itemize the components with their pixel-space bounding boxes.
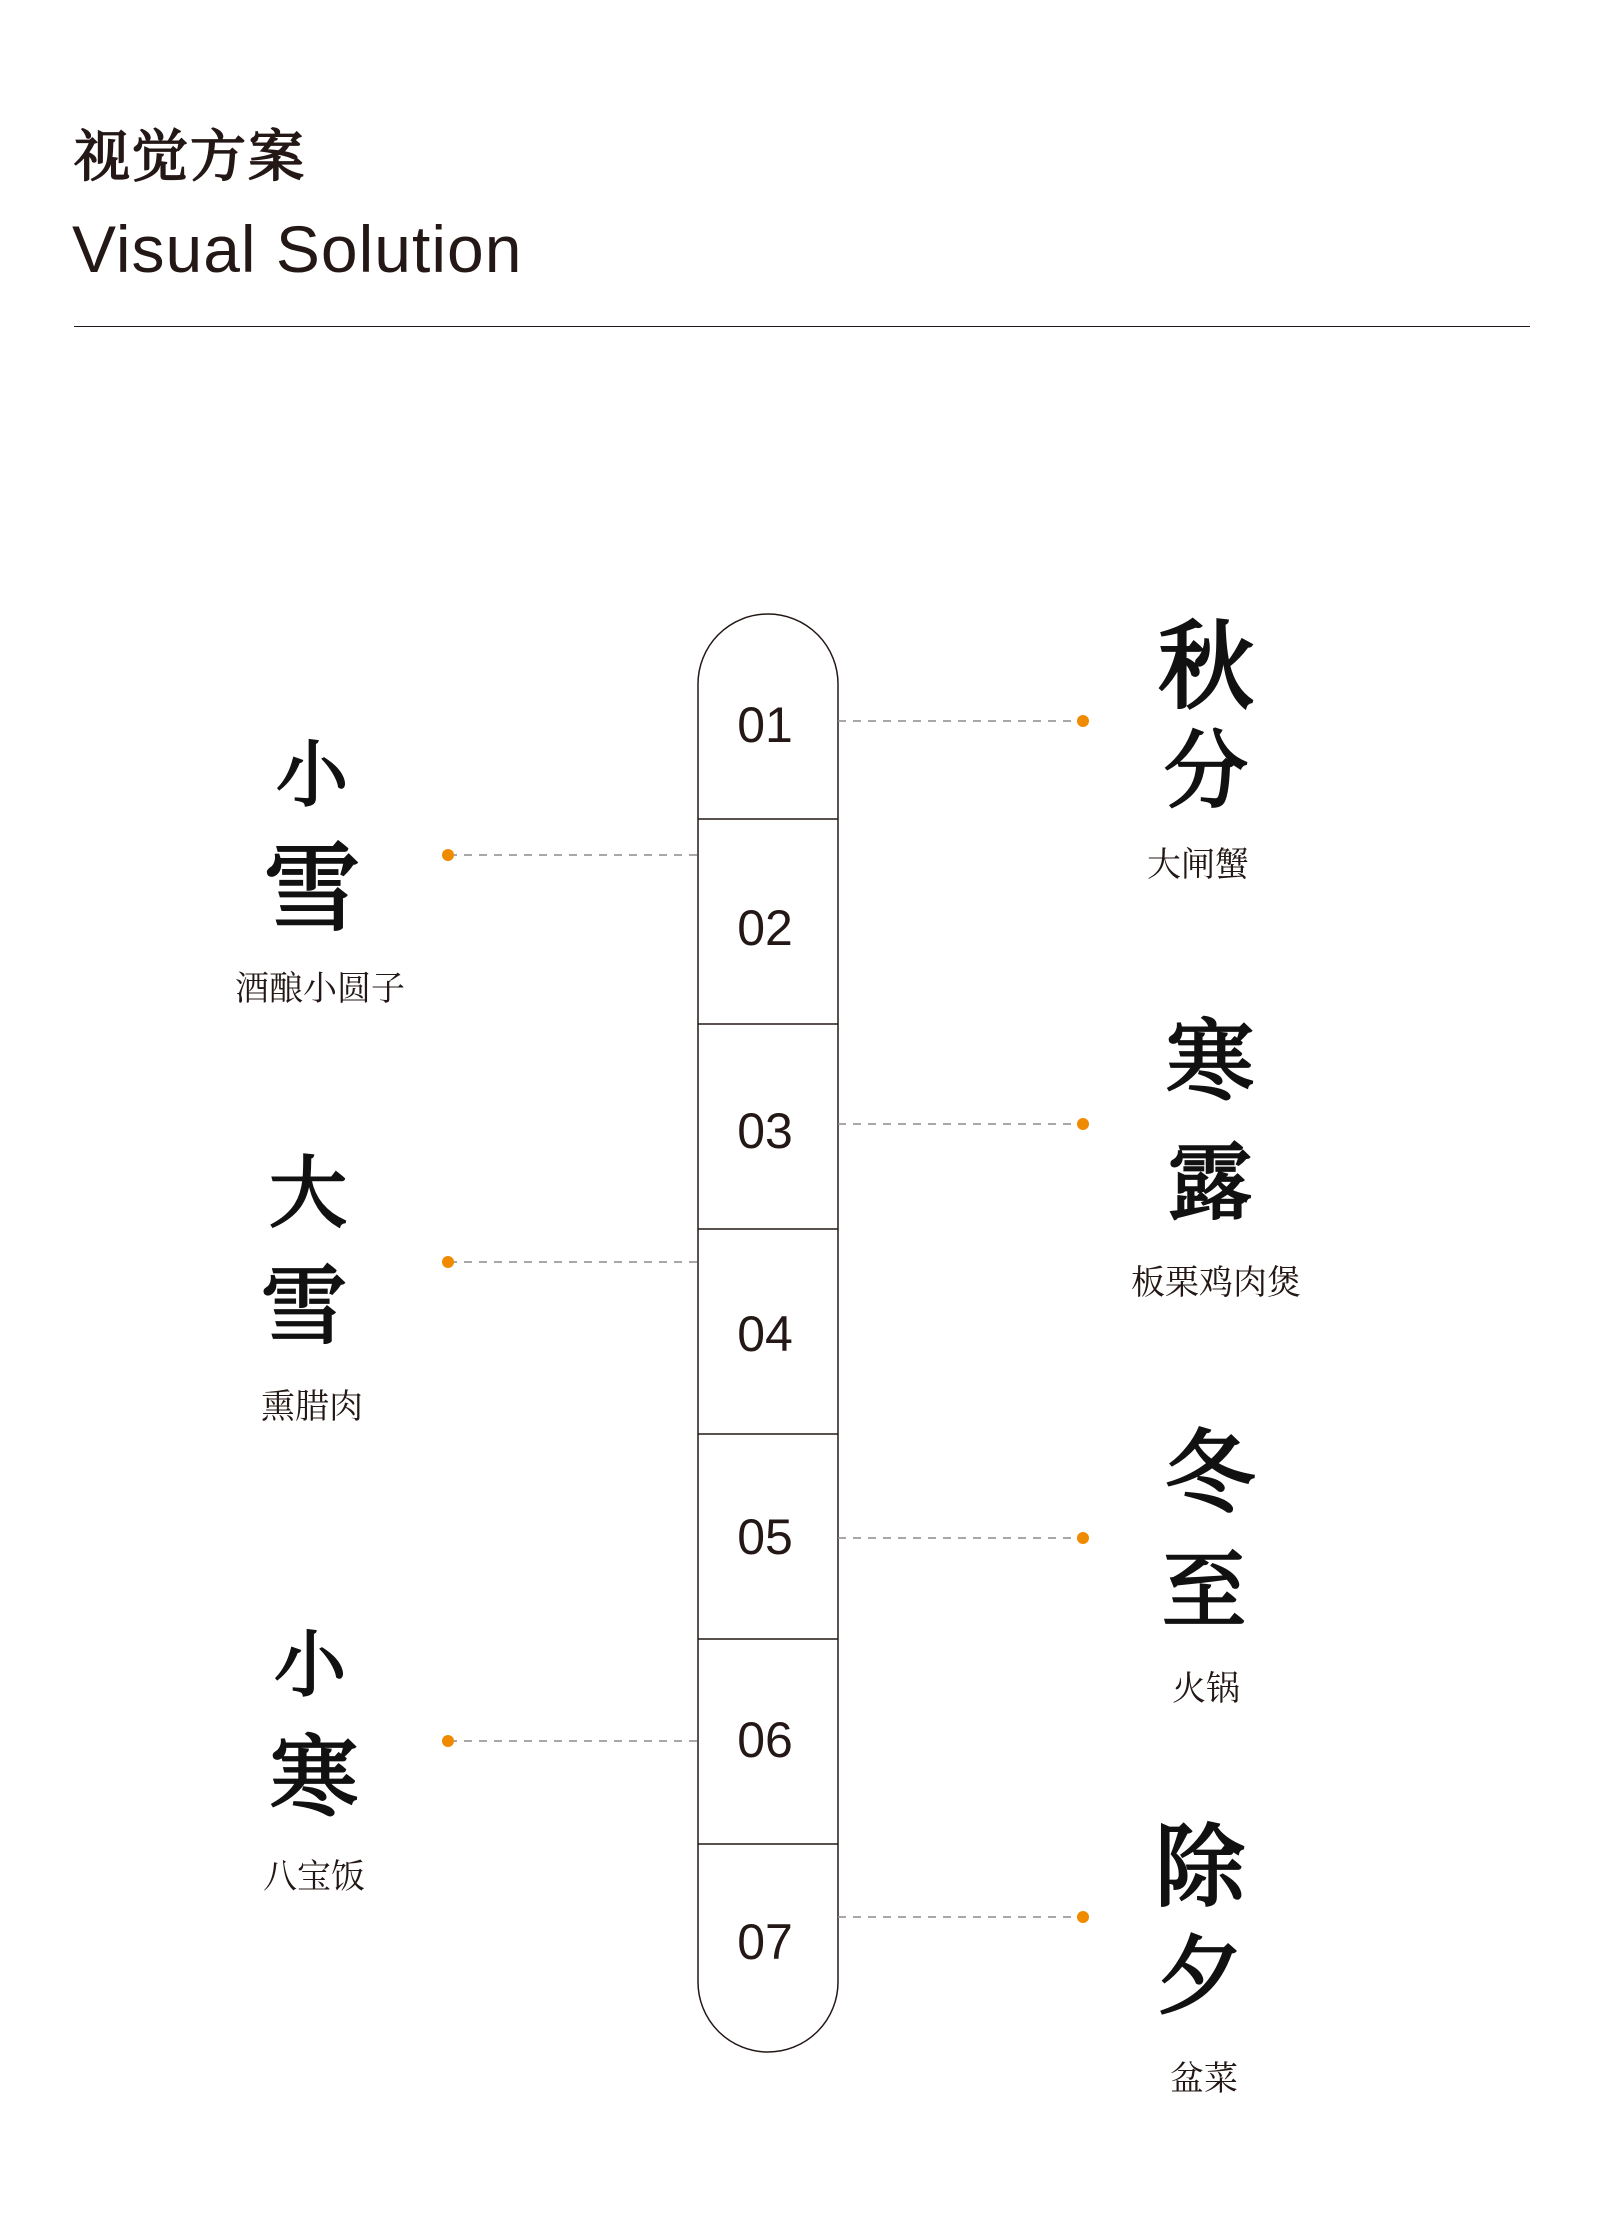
dot-01 [1077, 715, 1089, 727]
solar-term-char: 小 [275, 732, 349, 817]
solar-term-02 [264, 732, 360, 945]
solar-term-char: 露 [1167, 1133, 1253, 1232]
solar-term-char: 雪 [264, 832, 360, 945]
step-number-07: 07 [737, 1914, 793, 1970]
page-title-english: Visual Solution [72, 212, 523, 286]
dish-label-05: 火锅 [1172, 1669, 1240, 1709]
dish-label-03: 板栗鸡肉煲 [1131, 1263, 1301, 1303]
solar-term-char: 至 [1161, 1541, 1247, 1640]
step-number-02: 02 [737, 900, 793, 956]
dot-02 [442, 849, 454, 861]
step-number-06: 06 [737, 1712, 793, 1768]
dot-04 [442, 1256, 454, 1268]
solar-term-07 [1155, 1814, 1246, 2027]
solar-term-04 [261, 1148, 347, 1357]
step-number-01: 01 [737, 697, 793, 753]
solar-term-char: 冬 [1165, 1420, 1255, 1526]
step-number-04: 04 [737, 1306, 793, 1362]
dot-03 [1077, 1118, 1089, 1130]
solar-term-05 [1162, 1420, 1255, 1640]
solar-term-char: 除 [1155, 1814, 1245, 1920]
step-number-03: 03 [737, 1103, 793, 1159]
solar-term-char: 寒 [269, 1725, 359, 1829]
solar-term-char: 夕 [1157, 1926, 1243, 2027]
dish-label-04: 熏腊肉 [261, 1387, 363, 1427]
solar-term-char: 小 [273, 1622, 347, 1707]
page-title-chinese: 视觉方案 [74, 125, 306, 190]
step-number-05: 05 [737, 1509, 793, 1565]
dot-06 [442, 1735, 454, 1747]
dish-label-06: 八宝饭 [263, 1857, 365, 1897]
solar-term-char: 秋 [1158, 610, 1254, 723]
solar-term-char: 大 [268, 1148, 348, 1239]
dish-label-07: 盆菜 [1170, 2059, 1238, 2099]
solar-term-char: 寒 [1165, 1009, 1255, 1113]
dish-label-02: 酒酿小圆子 [235, 969, 405, 1009]
dot-05 [1077, 1532, 1089, 1544]
dot-07 [1077, 1911, 1089, 1923]
solar-term-char: 雪 [261, 1256, 347, 1357]
solar-term-03 [1166, 1009, 1254, 1232]
solar-term-char: 分 [1163, 721, 1249, 820]
solar-term-06 [270, 1622, 358, 1829]
dish-label-01: 大闸蟹 [1147, 845, 1249, 885]
solar-term-01 [1158, 610, 1254, 820]
